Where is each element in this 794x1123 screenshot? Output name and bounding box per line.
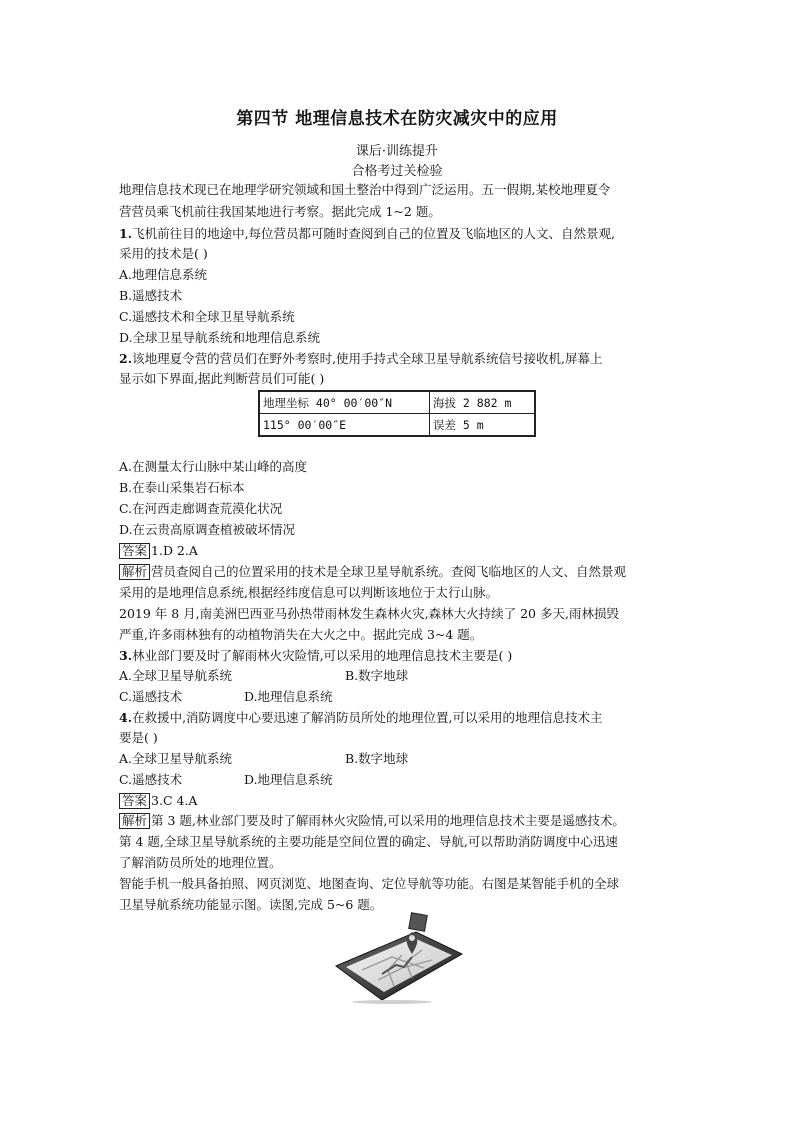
question-text: 飞机前往目的地途中,每位营员都可随时查阅到自己的位置及飞临地区的人文、自然景观, — [132, 226, 616, 241]
answer-block — [119, 543, 198, 559]
option-a: A.在测量太行山脉中某山峰的高度 — [119, 459, 308, 474]
question-text: 林业部门要及时了解雨林火灾险情,可以采用的地理信息技术主要是( ) — [132, 648, 513, 663]
option-b: B.数字地球 — [345, 668, 409, 683]
explanation-tag: 解析 — [119, 813, 150, 829]
intro-paragraph: 智能手机一般具备拍照、网页浏览、地图查询、定位导航等功能。右图是某智能手机的全球 — [119, 876, 620, 891]
question-text: 在救援中,消防调度中心要迅速了解消防员所处的地理位置,可以采用的地理信息技术主 — [132, 710, 603, 725]
option-c: C.遥感技术 — [119, 772, 183, 787]
page-title: 第四节 地理信息技术在防灾减灾中的应用 — [236, 109, 558, 129]
question-text: 显示如下界面,据此判断营员们可能( ) — [119, 371, 325, 386]
explanation-text: 采用的是地理信息系统,根据经纬度信息可以判断该地位于太行山脉。 — [119, 585, 498, 600]
question-number: 2. — [119, 351, 133, 366]
gps-readout-table — [258, 390, 536, 437]
intro-paragraph: 营营员乘飞机前往我国某地进行考察。据此完成 1~2 题。 — [119, 204, 441, 219]
option-d: D.地理信息系统 — [244, 772, 333, 787]
answer-block — [119, 793, 197, 809]
smartphone-navigation-figure — [332, 910, 466, 1004]
option-c: C.遥感技术和全球卫星导航系统 — [119, 309, 295, 324]
explanation-block — [119, 564, 626, 580]
answer-text: 3.C 4.A — [151, 793, 198, 808]
explanation-text: 第 3 题,林业部门要及时了解雨林火灾险情,可以采用的地理信息技术主要是遥感技术。 — [151, 813, 625, 828]
option-b: B.遥感技术 — [119, 288, 183, 303]
coordinate-latitude: 地理坐标 40° 00′00″N — [259, 391, 430, 414]
altitude-value: 海拔 2 882 m — [430, 391, 536, 414]
option-b: B.在泰山采集岩石标本 — [119, 480, 245, 495]
question-number: 1. — [119, 226, 133, 241]
intro-paragraph: 严重,许多雨林独有的动植物消失在大火之中。据此完成 3~4 题。 — [119, 627, 483, 642]
option-d: D.全球卫星导航系统和地理信息系统 — [119, 330, 321, 345]
section-subtitle: 课后·训练提升 — [355, 144, 439, 159]
question-number: 3. — [119, 648, 133, 663]
explanation-tag: 解析 — [119, 564, 150, 580]
option-a: A.全球卫星导航系统 — [119, 751, 233, 766]
explanation-text: 第 4 题,全球卫星导航系统的主要功能是空间位置的确定、导航,可以帮助消防调度中心迅速 — [119, 834, 618, 849]
option-b: B.数字地球 — [345, 751, 409, 766]
question-text: 该地理夏令营的营员们在野外考察时,使用手持式全球卫星导航系统信号接收机,屏幕上 — [132, 351, 603, 366]
option-d: D.在云贵高原调查植被破坏情况 — [119, 522, 296, 537]
intro-paragraph: 地理信息技术现已在地理学研究领域和国土整治中得到广泛运用。五一假期,某校地理夏令 — [119, 182, 611, 197]
intro-paragraph: 卫星导航系统功能显示图。读图,完成 5~6 题。 — [119, 897, 383, 912]
section-subheading: 合格考过关检验 — [351, 164, 443, 179]
question-number: 4. — [119, 710, 133, 725]
options-row — [119, 668, 679, 684]
question-3 — [119, 648, 512, 664]
question-2 — [119, 351, 603, 367]
question-1 — [119, 226, 615, 242]
option-d: D.地理信息系统 — [244, 689, 333, 704]
options-row — [119, 751, 679, 767]
option-c: C.在河西走廊调查荒漠化状况 — [119, 501, 283, 516]
explanation-block — [119, 813, 625, 829]
error-value: 误差 5 m — [430, 414, 536, 437]
question-text: 采用的技术是( ) — [119, 246, 208, 261]
answer-text: 1.D 2.A — [151, 543, 198, 558]
option-a: A.地理信息系统 — [119, 267, 208, 282]
question-4 — [119, 710, 603, 726]
options-row — [119, 772, 679, 788]
answer-tag: 答案 — [119, 793, 150, 809]
explanation-text: 营员查阅自己的位置采用的技术是全球卫星导航系统。查阅飞临地区的人文、自然景观 — [151, 564, 627, 579]
question-text: 要是( ) — [119, 730, 158, 745]
option-a: A.全球卫星导航系统 — [119, 668, 233, 683]
option-c: C.遥感技术 — [119, 689, 183, 704]
options-row — [119, 689, 679, 705]
answer-tag: 答案 — [119, 543, 150, 559]
photo-thumbnail-icon — [409, 913, 428, 932]
intro-paragraph: 2019 年 8 月,南美洲巴西亚马孙热带雨林发生森林火灾,森林大火持续了 20 多天,雨林损毁 — [119, 606, 619, 621]
coordinate-longitude: 115° 00′00″E — [259, 414, 430, 437]
phone-shadow — [352, 1000, 432, 1004]
explanation-text: 了解消防员所处的地理位置。 — [119, 855, 282, 870]
